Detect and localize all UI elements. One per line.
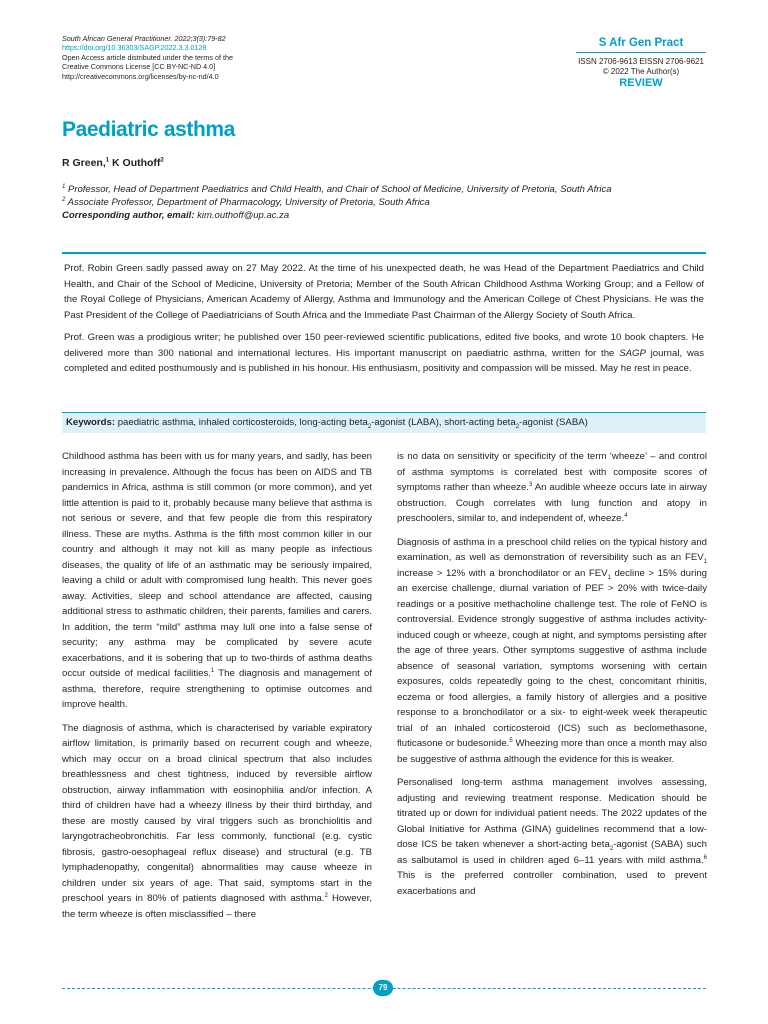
body-text: An audible wheeze occurs late in airway obstruction. Cough correlates with lung function and atopy in preschoolers, similar to, and independent of, wheeze. [397, 482, 707, 524]
affiliation-2-number: 2 [62, 196, 66, 203]
body-text: However, the term wheeze is often misclassified – there [62, 893, 372, 920]
author-outhoff-affil: 2 [160, 157, 164, 164]
body-column-right [397, 449, 707, 899]
memorial-notice [62, 252, 706, 377]
journal-masthead [576, 36, 706, 89]
license-line-1: Open Access article distributed under the terms of the [62, 52, 233, 62]
masthead-divider [576, 52, 706, 53]
citation: South African General Practitioner. 2022;3(3):79-82 [62, 34, 226, 43]
body-text: -agonist (SABA) such as salbutamol is used in children aged 6–11 years with mild asthma. [397, 839, 708, 866]
memorial-paragraph-2 [64, 330, 704, 377]
article-header-info [62, 34, 362, 81]
subscript: 1 [703, 558, 707, 565]
body-text: The diagnosis and management of asthma, therefore, require strengthening to optimise outcomes and improve health. [62, 668, 372, 710]
corresponding-author [62, 209, 722, 222]
body-text: Diagnosis of asthma in a preschool child relies on the typical history and examination, as well as demonstration of reversibility such as an FEV [397, 536, 707, 563]
doi-link[interactable]: https://doi.org/10.36303/SAGP.2022.3.3.0128 [62, 43, 207, 53]
body-text: Childhood asthma has been with us for many years, and sadly, has been increasing in prevalence. Although the focus has been on AIDS and TB pandemics in Africa, asthma is still common (or more common), and yet little attention is paid to it, probably because many believe that asthma is not serious or severe, and that few people die from this respiratory illness. These are myths. Asthma is the fifth most common killer in our country and although it may not kill as many people as infectious diseases, the quality of life of an asthmatic may be seriously impaired, leaving a child or adult with compromised lung health. This never goes away. Activities, sleep and school attendance are affected, causing additional stress to asthmatic children, their parents, families and carers. In addition, the term “mild” asthma may lull one into a false sense of security; any asthma may be complicated by severe acute exacerbations, and it is sobering that up to two-thirds of asthma deaths occur outside of medical facilities. [62, 451, 372, 679]
body-text: Personalised long-term asthma management involves assessing, adjusting and reviewing treatment response. Medication should be titrated up or down for individual patient needs. The 2022 updates of the Global Initiative for Asthma (GINA) guidelines recommend that a low-dose ICS be taken whenever a short-acting beta [397, 777, 707, 850]
keywords-text-3: -agonist (SABA) [519, 417, 588, 428]
keywords-bar [62, 412, 706, 433]
body-text: This is the preferred controller combination, used to prevent exacerbations and [397, 870, 707, 897]
body-column-left [62, 449, 372, 922]
author-list [62, 157, 164, 169]
copyright: © 2022 The Author(s) [602, 66, 680, 76]
keywords-text-2: -agonist (LABA), short-acting beta [371, 417, 516, 428]
keywords-sub-2: 2 [515, 423, 520, 430]
memorial-journal-name: SAGP [619, 347, 646, 359]
body-paragraph [397, 449, 707, 527]
body-text: Wheezing more than once a month may also be suggestive of asthma although the evidence for this is weaker. [397, 738, 707, 765]
body-paragraph [62, 449, 372, 713]
body-text: The diagnosis of asthma, which is characterised by variable expiratory airflow limitation, is primarily based on recurrent cough and wheeze, which may occur on a broad clinical spectrum that also includes breathlessness and chest tightness, induced by reversible airflow obstruction, airway inflammation with eosinophilia and/or infection. A third of children have had a wheezy illness by their third birthday, and these are mostly caused by viral triggers such as bronchiolitis and laryngotracheobronchitis. Far less commonly, functional (e.g. cystic fibrosis, gastro-oesophageal reflux disease) and structural (e.g. TB lymphadenopathy, congenital) abnormalities may cause wheeze in children under six years of age. That said, symptoms start in the preschool years in 80% of patients diagnosed with asthma. [62, 722, 372, 904]
reference-marker[interactable]: 1 [210, 667, 215, 674]
body-paragraph [62, 721, 372, 923]
body-text: increase > 12% with a bronchodilator or an FEV [397, 567, 608, 579]
body-text: is no data on sensitivity or specificity of the term ‘wheeze’ – and control of asthma symptoms is correlated best with composite scores of symptoms rather than wheeze. [397, 451, 707, 493]
subscript: 2 [609, 845, 614, 852]
affiliation-2 [62, 196, 722, 209]
body-paragraph [397, 775, 707, 899]
author-green-affil: 1 [105, 157, 110, 164]
keywords-sub-1: 2 [367, 423, 372, 430]
keywords-text-1: paediatric asthma, inhaled corticosteroids, long-acting beta [115, 417, 368, 428]
author-outhoff: K Outhoff [109, 157, 161, 169]
body-paragraph [397, 535, 707, 768]
memorial-paragraph-1: Prof. Robin Green sadly passed away on 27 May 2022. At the time of his unexpected death, he was Head of the Department Paediatrics and Child Health, and Chair of the School of Medicine, University of Pretoria; Member of the South African Childhood Asthma Working Group; and a Fellow of the Royal College of Physicians, American Academy of Allergy, Asthma and Immunology and the American College of Chest Physicians. He was the Past President of the College of Paediatricians of South Africa and the Immediate Past Chairman of the Allergy Society of South Africa. [64, 263, 704, 321]
license-line-2: Creative Commons License [CC BY-NC-ND 4.0] [62, 62, 216, 72]
reference-marker[interactable]: 2 [324, 892, 328, 899]
reference-marker[interactable]: 4 [624, 512, 628, 519]
body-text: decline > 15% during an exercise challenge, diurnal variation of PEF > 20% with twice-daily readings or a positive methacholine challenge test. The role of FeNO is controversial. Evidence strongly suggestive of asthma includes activity-induced cough or wheeze, cough at night, and symptoms persisting after the age of three years. Other symptoms suggestive of asthma include absence of seasonal variation, symptoms worsening with certain exposures, colds repeatedly going to the chest, concomitant rhinitis, eczema or food allergies, a family history of allergies and a positive response to a bronchodilator or a six- to eight-week week therapeutic trial of an inhaled corticosteroid (ICS) such as beclomethasone, fluticasone or budesonide. [397, 567, 707, 749]
affiliation-1 [62, 183, 722, 196]
license-url[interactable]: http://creativecommons.org/licenses/by-nc-nd/4.0 [62, 71, 219, 81]
corresponding-email[interactable]: kim.outhoff@up.ac.za [194, 210, 290, 221]
journal-name: S Afr Gen Pract [598, 37, 684, 49]
author-green: R Green, [62, 157, 106, 169]
subscript: 1 [607, 574, 611, 581]
reference-marker[interactable]: 3 [528, 481, 533, 488]
memorial-p2-text-b: journal, was completed and edited posthumously and is published in his honour. His enthusiasm, positivity and compassion will be missed. May he rest in peace. [64, 347, 705, 374]
affiliation-2-text: Associate Professor, Department of Pharmacology, University of Pretoria, South Africa [65, 197, 430, 208]
keywords-label: Keywords: [66, 417, 116, 428]
article-title: Paediatric asthma [62, 118, 235, 141]
issn: ISSN 2706-9613 EISSN 2706-9621 [578, 57, 704, 66]
section-label: REVIEW [619, 77, 663, 90]
memorial-p2-text-a: Prof. Green was a prodigious writer; he published over 150 peer-reviewed scientific publications, edited five books, and wrote 10 book chapters. He delivered more than 300 national and international lectures. His important manuscript on paediatric asthma, written for the [64, 332, 704, 359]
reference-marker[interactable]: 6 [703, 854, 707, 861]
reference-marker[interactable]: 5 [509, 737, 513, 744]
corresponding-label: Corresponding author, email: [62, 210, 195, 221]
page-number: 79 [373, 980, 393, 996]
affiliation-1-number: 1 [62, 183, 66, 190]
affiliation-1-text: Professor, Head of Department Paediatrics and Child Health, and Chair of School of Medicine, University of Pretoria, South Africa [65, 184, 612, 195]
affiliations [62, 183, 722, 222]
